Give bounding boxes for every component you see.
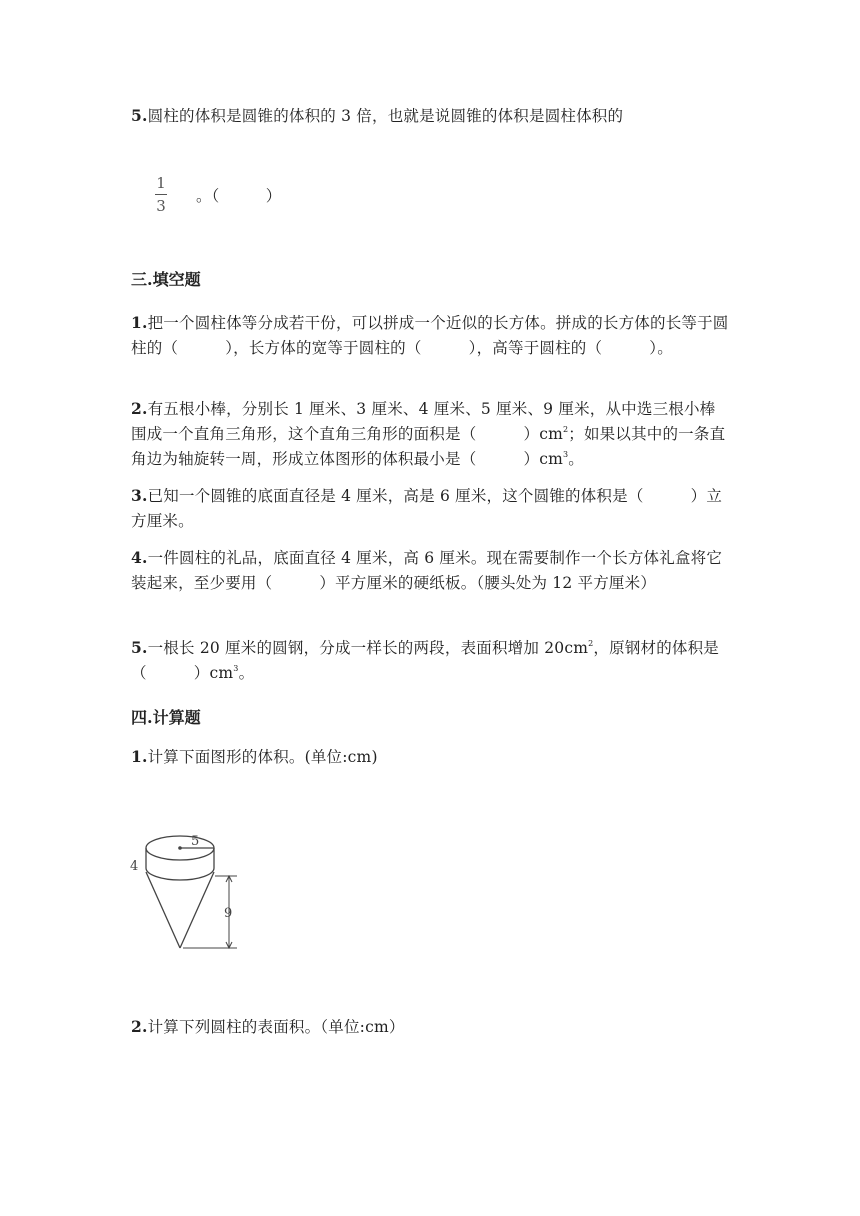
fill-question-4 — [131, 545, 731, 596]
question-text: 一件圆柱的礼品，底面直径 4 厘米，高 6 厘米。现在需要制作一个长方体礼盒将它装起来，至少要用（ ）平方厘米的硬纸板。（腰头处为 12 平方厘米） — [131, 549, 723, 592]
question-text: 圆柱的体积是圆锥的体积的 3 倍，也就是说圆锥的体积是圆柱体积的 — [147, 107, 624, 125]
question-number: 1. — [131, 747, 148, 766]
superscript: 2 — [562, 425, 569, 434]
cone-right-edge — [180, 872, 214, 948]
calc-question-2 — [131, 1014, 731, 1040]
fill-question-2 — [131, 396, 731, 472]
question-number: 3. — [131, 486, 148, 505]
question-number: 5. — [131, 106, 148, 125]
question-number: 1. — [131, 313, 148, 332]
fill-question-1 — [131, 310, 731, 361]
answer-parenthesis: 。（ ） — [196, 187, 282, 205]
section-title-fill-blank: 三.填空题 — [131, 270, 201, 289]
question-number: 5. — [131, 638, 148, 657]
question-text-c: 。 — [568, 450, 584, 468]
cylinder-bottom-arc — [146, 868, 214, 880]
question-number: 2. — [131, 1017, 148, 1036]
question-text-b: ，原钢材的体积是（ ）cm — [131, 639, 720, 682]
calc-question-1 — [131, 744, 731, 770]
question-text: 计算下面图形的体积。(单位:cm) — [147, 748, 378, 766]
center-dot — [178, 846, 182, 850]
question-text-a: 有五根小棒，分别长 1 厘米、3 厘米、4 厘米、5 厘米、9 厘米，从中选三根小棒围成一个直角三角形，这个直角三角形的面积是（ ）cm — [131, 400, 716, 443]
question-text-c: 。 — [238, 664, 255, 682]
cone-left-edge — [146, 872, 180, 948]
question-text-a: 一根长 20 厘米的圆钢，分成一样长的两段，表面积增加 20cm — [147, 639, 589, 657]
fraction-numerator: 1 — [156, 174, 166, 192]
fraction-one-third — [155, 174, 167, 215]
superscript: 3 — [233, 664, 239, 673]
question-5-judge — [131, 103, 731, 129]
superscript: 3 — [562, 450, 569, 459]
fraction-denominator: 3 — [156, 197, 166, 215]
cone-height-label: 9 — [224, 906, 233, 921]
fraction-bar — [155, 194, 167, 195]
question-number: 2. — [131, 399, 148, 418]
height-label: 4 — [130, 859, 139, 874]
question-number: 4. — [131, 548, 148, 567]
question-text: 已知一个圆锥的底面直径是 4 厘米，高是 6 厘米，这个圆锥的体积是（ ）立方厘米。 — [131, 487, 723, 530]
question-text: 把一个圆柱体等分成若干份，可以拼成一个近似的长方体。拼成的长方体的长等于圆柱的（ ），长方体的宽等于圆柱的（ ），高等于圆柱的（ ）。 — [131, 314, 729, 357]
question-text: 计算下列圆柱的表面积。（单位:cm） — [147, 1018, 405, 1036]
radius-label: 5 — [191, 834, 200, 849]
question-text-b: ；如果以其中的一条直角边为轴旋转一周，形成立体图形的体积最小是（ ）cm — [131, 425, 726, 468]
fill-question-5 — [131, 635, 731, 686]
superscript: 2 — [588, 639, 594, 648]
cylinder-cone-figure — [125, 820, 245, 960]
section-title-calculation: 四.计算题 — [131, 708, 201, 727]
fill-question-3 — [131, 483, 731, 534]
